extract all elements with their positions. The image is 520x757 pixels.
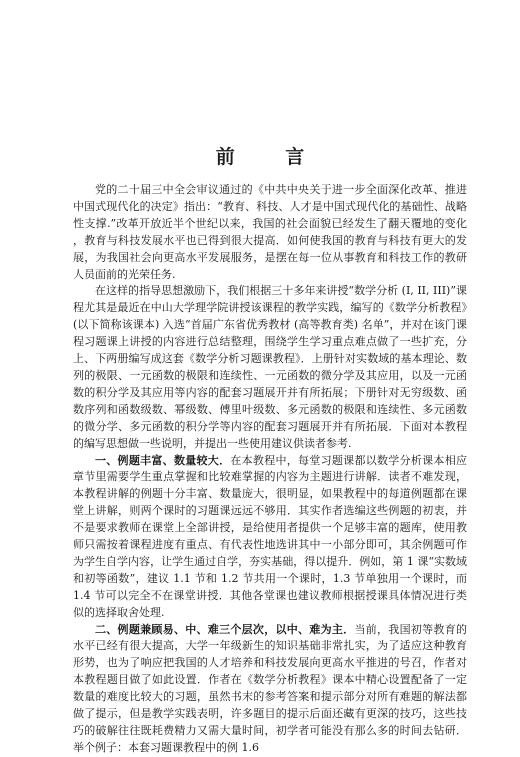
paragraph-text: 在这样的指导思想激励下，我们根据三十多年来讲授“数学分析 (I, II, III)”课程尤其是最近在中山大学理学院讲授该课程的教学实践，编写的《数学分析教程》(以下简称该课本) 入选“首届广东省优秀教材 (高等教育类) 名单”，并对在该门课程习题课上讲授的内容进行总结整理，围绕学生学习重点难点做了一些扩充，分上、下两册编写成这套《数学分析习题课教程》．上册针对实数域的基本理论、数列的极限、一元函数的极限和连续性、一元函数的微分学及其应用，以及一元函数的积分学及其应用等内容的配套习题展开并有所拓展；下册针对无穷级数、函数序列和函数级数、幂级数、傅里叶级数、多元函数的极限和连续性、多元函数的微分学、多元函数的积分学等内容的配套习题展开并有所拓展．下面对本教程的编写思想做一些说明，并提出一些使用建议供读者参考. — [73, 284, 467, 450]
paragraph-heading: 二、例题兼顾易、中、难三个层次，以中、难为主． — [95, 622, 355, 636]
paragraph-3 — [73, 453, 467, 622]
paragraph-text: 当前，我国初等教育的水平已经有很大提高，大学一年级新生的知识基础非常扎实，为了适应这种教育形势，也为了响应把我国的人才培养和科技发展向更高水平推进的号召，作者对本教程题目做了如此设置．作者在《数学分析教程》课本中精心设置配备了一定数量的难度比较大的习题，虽然书末的参考答案和提示部分对所有难题的解法都做了提示，但是教学实践表明，许多题目的提示后面还藏有更深的技巧，这些技巧的破解往往既耗费精力又需大量时间，初学者可能没有那么多的时间去钻研．举个例子：本套习题课教程中的例 1.6 — [73, 622, 467, 754]
paragraph-1 — [73, 182, 467, 283]
paragraph-4 — [73, 622, 467, 757]
paragraph-text: 党的二十届三中全会审议通过的《中共中央关于进一步全面深化改革、推进中国式现代化的决定》指出：“教育、科技、人才是中国式现代化的基础性、战略性支撑.”改革开放近半个世纪以来，我国的社会面貌已经发生了翻天覆地的变化，教育与科技发展水平也已得到很大提高．如何使我国的教育与科技有更大的发展，为我国社会向更高水平发展服务，是摆在每一位从事教育和科技工作的教研人员面前的光荣任务. — [73, 183, 467, 281]
paragraph-text: 在本教程中，每堂习题课都以数学分析课本相应章节里需要学生重点掌握和比较难掌握的内容为主题进行讲解．读者不难发现，本教程讲解的例题十分丰富、数量庞大，很明显，如果教程中的每道例题都在课堂上讲解，则两个课时的习题课远远不够用．其实作者选编这些例题的初衷，并不是要求教师在课堂上全部讲授，是给使用者提供一个足够丰富的题库，使用教师只需按着课程进度有重点、有代表性地选讲其中一小部分即可，其余例题可作为学生自学内容，让学生通过自学，夯实基础，得以提升．例如，第 1 课“实数域和初等函数”，建议 1.1 节和 1.2 节共用一个课时，1.3 节单独用一个课时，而 1.4 节可以完全不在课堂讲授．其他各堂课也建议教师根据授课具体情况进行类似的选择取舍处理. — [73, 453, 467, 619]
paragraph-2 — [73, 283, 467, 452]
page-title: 前 言 — [215, 146, 327, 168]
preface-body — [73, 182, 467, 757]
paragraph-heading: 一、例题丰富、数量较大． — [95, 453, 231, 467]
